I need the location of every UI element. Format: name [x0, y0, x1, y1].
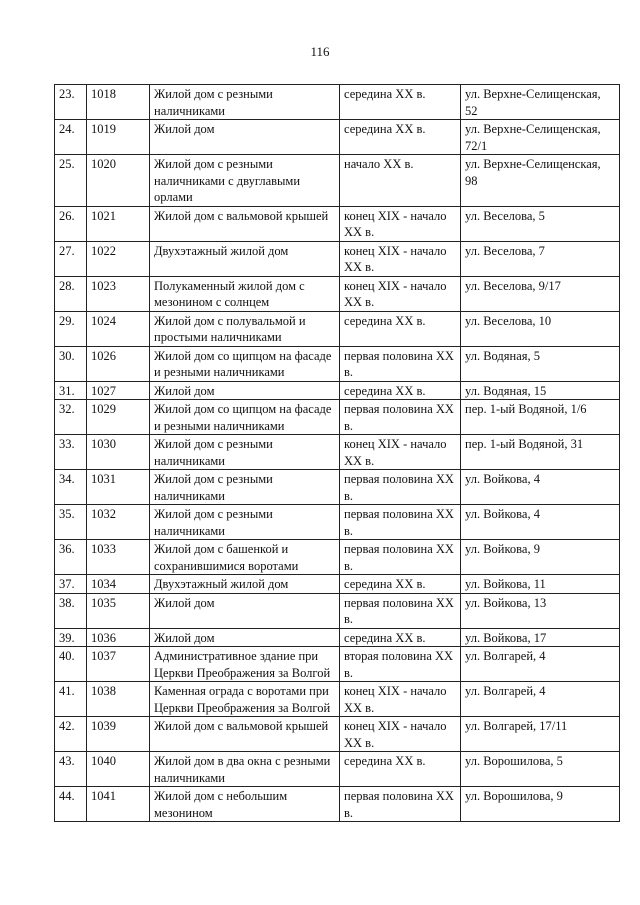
dating-cell: конец XIX - начало XX в. [340, 276, 461, 311]
dating-cell: конец XIX - начало XX в. [340, 682, 461, 717]
address-cell: ул. Верхне-Селищенская, 72/1 [461, 120, 620, 155]
address-cell: ул. Ворошилова, 9 [461, 787, 620, 822]
table-row [55, 120, 620, 155]
object-name-cell: Административное здание при Церкви Преображения за Волгой [150, 647, 340, 682]
address-cell: ул. Верхне-Селищенская, 98 [461, 155, 620, 207]
dating-cell: конец XIX - начало XX в. [340, 435, 461, 470]
row-index-cell: 43. [55, 752, 87, 787]
address-cell: ул. Веселова, 7 [461, 241, 620, 276]
address-cell: пер. 1-ый Водяной, 1/6 [461, 400, 620, 435]
registry-number-cell: 1034 [87, 575, 150, 594]
dating-cell: первая половина XX в. [340, 470, 461, 505]
registry-number-cell: 1026 [87, 346, 150, 381]
dating-cell: первая половина XX в. [340, 400, 461, 435]
object-name-cell: Жилой дом со щипцом на фасаде и резными наличниками [150, 346, 340, 381]
row-index-cell: 39. [55, 628, 87, 647]
dating-cell: середина XX в. [340, 752, 461, 787]
object-name-cell: Жилой дом с резными наличниками [150, 505, 340, 540]
table-row [55, 575, 620, 594]
table-row [55, 752, 620, 787]
object-name-cell: Каменная ограда с воротами при Церкви Преображения за Волгой [150, 682, 340, 717]
table-row [55, 276, 620, 311]
address-cell: ул. Волгарей, 17/11 [461, 717, 620, 752]
registry-number-cell: 1024 [87, 311, 150, 346]
table-row [55, 400, 620, 435]
row-index-cell: 41. [55, 682, 87, 717]
object-name-cell: Жилой дом с резными наличниками [150, 470, 340, 505]
address-cell: ул. Веселова, 10 [461, 311, 620, 346]
table-row [55, 787, 620, 822]
object-name-cell: Двухэтажный жилой дом [150, 575, 340, 594]
table-row [55, 593, 620, 628]
table-row [55, 540, 620, 575]
registry-number-cell: 1033 [87, 540, 150, 575]
table-row [55, 241, 620, 276]
object-name-cell: Жилой дом с вальмовой крышей [150, 206, 340, 241]
registry-number-cell: 1032 [87, 505, 150, 540]
dating-cell: первая половина XX в. [340, 593, 461, 628]
row-index-cell: 32. [55, 400, 87, 435]
object-name-cell: Жилой дом с резными наличниками [150, 85, 340, 120]
object-name-cell: Жилой дом со щипцом на фасаде и резными наличниками [150, 400, 340, 435]
object-name-cell: Жилой дом [150, 381, 340, 400]
table-row [55, 470, 620, 505]
address-cell: ул. Войкова, 13 [461, 593, 620, 628]
registry-number-cell: 1019 [87, 120, 150, 155]
address-cell: ул. Веселова, 9/17 [461, 276, 620, 311]
object-name-cell: Жилой дом с вальмовой крышей [150, 717, 340, 752]
registry-number-cell: 1037 [87, 647, 150, 682]
row-index-cell: 26. [55, 206, 87, 241]
registry-number-cell: 1030 [87, 435, 150, 470]
address-cell: ул. Войкова, 17 [461, 628, 620, 647]
registry-number-cell: 1039 [87, 717, 150, 752]
dating-cell: конец XIX - начало XX в. [340, 241, 461, 276]
object-name-cell: Жилой дом с полувальмой и простыми наличниками [150, 311, 340, 346]
dating-cell: середина XX в. [340, 85, 461, 120]
address-cell: ул. Войкова, 9 [461, 540, 620, 575]
address-cell: ул. Войкова, 11 [461, 575, 620, 594]
object-name-cell: Полукаменный жилой дом с мезонином с солнцем [150, 276, 340, 311]
table-row [55, 717, 620, 752]
dating-cell: начало XX в. [340, 155, 461, 207]
address-cell: ул. Водяная, 15 [461, 381, 620, 400]
row-index-cell: 24. [55, 120, 87, 155]
row-index-cell: 33. [55, 435, 87, 470]
address-cell: ул. Войкова, 4 [461, 470, 620, 505]
table-row [55, 505, 620, 540]
table-row [55, 206, 620, 241]
table-row [55, 85, 620, 120]
row-index-cell: 34. [55, 470, 87, 505]
row-index-cell: 31. [55, 381, 87, 400]
dating-cell: первая половина XX в. [340, 540, 461, 575]
address-cell: ул. Войкова, 4 [461, 505, 620, 540]
row-index-cell: 35. [55, 505, 87, 540]
registry-number-cell: 1031 [87, 470, 150, 505]
object-name-cell: Жилой дом с башенкой и сохранившимися воротами [150, 540, 340, 575]
row-index-cell: 28. [55, 276, 87, 311]
address-cell: ул. Верхне-Селищенская, 52 [461, 85, 620, 120]
row-index-cell: 29. [55, 311, 87, 346]
dating-cell: первая половина XX в. [340, 787, 461, 822]
row-index-cell: 40. [55, 647, 87, 682]
registry-number-cell: 1036 [87, 628, 150, 647]
object-name-cell: Жилой дом с резными наличниками с двуглавыми орлами [150, 155, 340, 207]
table-row [55, 628, 620, 647]
row-index-cell: 27. [55, 241, 87, 276]
address-cell: ул. Ворошилова, 5 [461, 752, 620, 787]
table-row [55, 435, 620, 470]
object-name-cell: Жилой дом с резными наличниками [150, 435, 340, 470]
object-name-cell: Жилой дом в два окна с резными наличниками [150, 752, 340, 787]
registry-number-cell: 1023 [87, 276, 150, 311]
table-row [55, 346, 620, 381]
row-index-cell: 36. [55, 540, 87, 575]
object-name-cell: Двухэтажный жилой дом [150, 241, 340, 276]
table-row [55, 155, 620, 207]
dating-cell: первая половина XX в. [340, 346, 461, 381]
table-row [55, 381, 620, 400]
object-name-cell: Жилой дом [150, 120, 340, 155]
registry-number-cell: 1018 [87, 85, 150, 120]
dating-cell: середина XX в. [340, 120, 461, 155]
row-index-cell: 30. [55, 346, 87, 381]
page-number: 116 [310, 44, 330, 59]
registry-number-cell: 1041 [87, 787, 150, 822]
registry-number-cell: 1027 [87, 381, 150, 400]
registry-number-cell: 1022 [87, 241, 150, 276]
dating-cell: вторая половина XX в. [340, 647, 461, 682]
dating-cell: середина XX в. [340, 381, 461, 400]
row-index-cell: 25. [55, 155, 87, 207]
table-body [55, 85, 620, 822]
dating-cell: конец XIX - начало XX в. [340, 206, 461, 241]
row-index-cell: 23. [55, 85, 87, 120]
address-cell: пер. 1-ый Водяной, 31 [461, 435, 620, 470]
registry-number-cell: 1040 [87, 752, 150, 787]
address-cell: ул. Водяная, 5 [461, 346, 620, 381]
row-index-cell: 42. [55, 717, 87, 752]
object-name-cell: Жилой дом [150, 628, 340, 647]
address-cell: ул. Волгарей, 4 [461, 682, 620, 717]
address-cell: ул. Веселова, 5 [461, 206, 620, 241]
address-cell: ул. Волгарей, 4 [461, 647, 620, 682]
dating-cell: первая половина XX в. [340, 505, 461, 540]
table-row [55, 311, 620, 346]
object-name-cell: Жилой дом с небольшим мезонином [150, 787, 340, 822]
registry-number-cell: 1029 [87, 400, 150, 435]
dating-cell: середина XX в. [340, 575, 461, 594]
registry-number-cell: 1021 [87, 206, 150, 241]
row-index-cell: 44. [55, 787, 87, 822]
registry-number-cell: 1020 [87, 155, 150, 207]
row-index-cell: 37. [55, 575, 87, 594]
registry-number-cell: 1038 [87, 682, 150, 717]
table-row [55, 647, 620, 682]
registry-number-cell: 1035 [87, 593, 150, 628]
dating-cell: середина XX в. [340, 628, 461, 647]
table-row [55, 682, 620, 717]
dating-cell: середина XX в. [340, 311, 461, 346]
row-index-cell: 38. [55, 593, 87, 628]
object-name-cell: Жилой дом [150, 593, 340, 628]
dating-cell: конец XIX - начало XX в. [340, 717, 461, 752]
heritage-objects-table [54, 84, 620, 822]
